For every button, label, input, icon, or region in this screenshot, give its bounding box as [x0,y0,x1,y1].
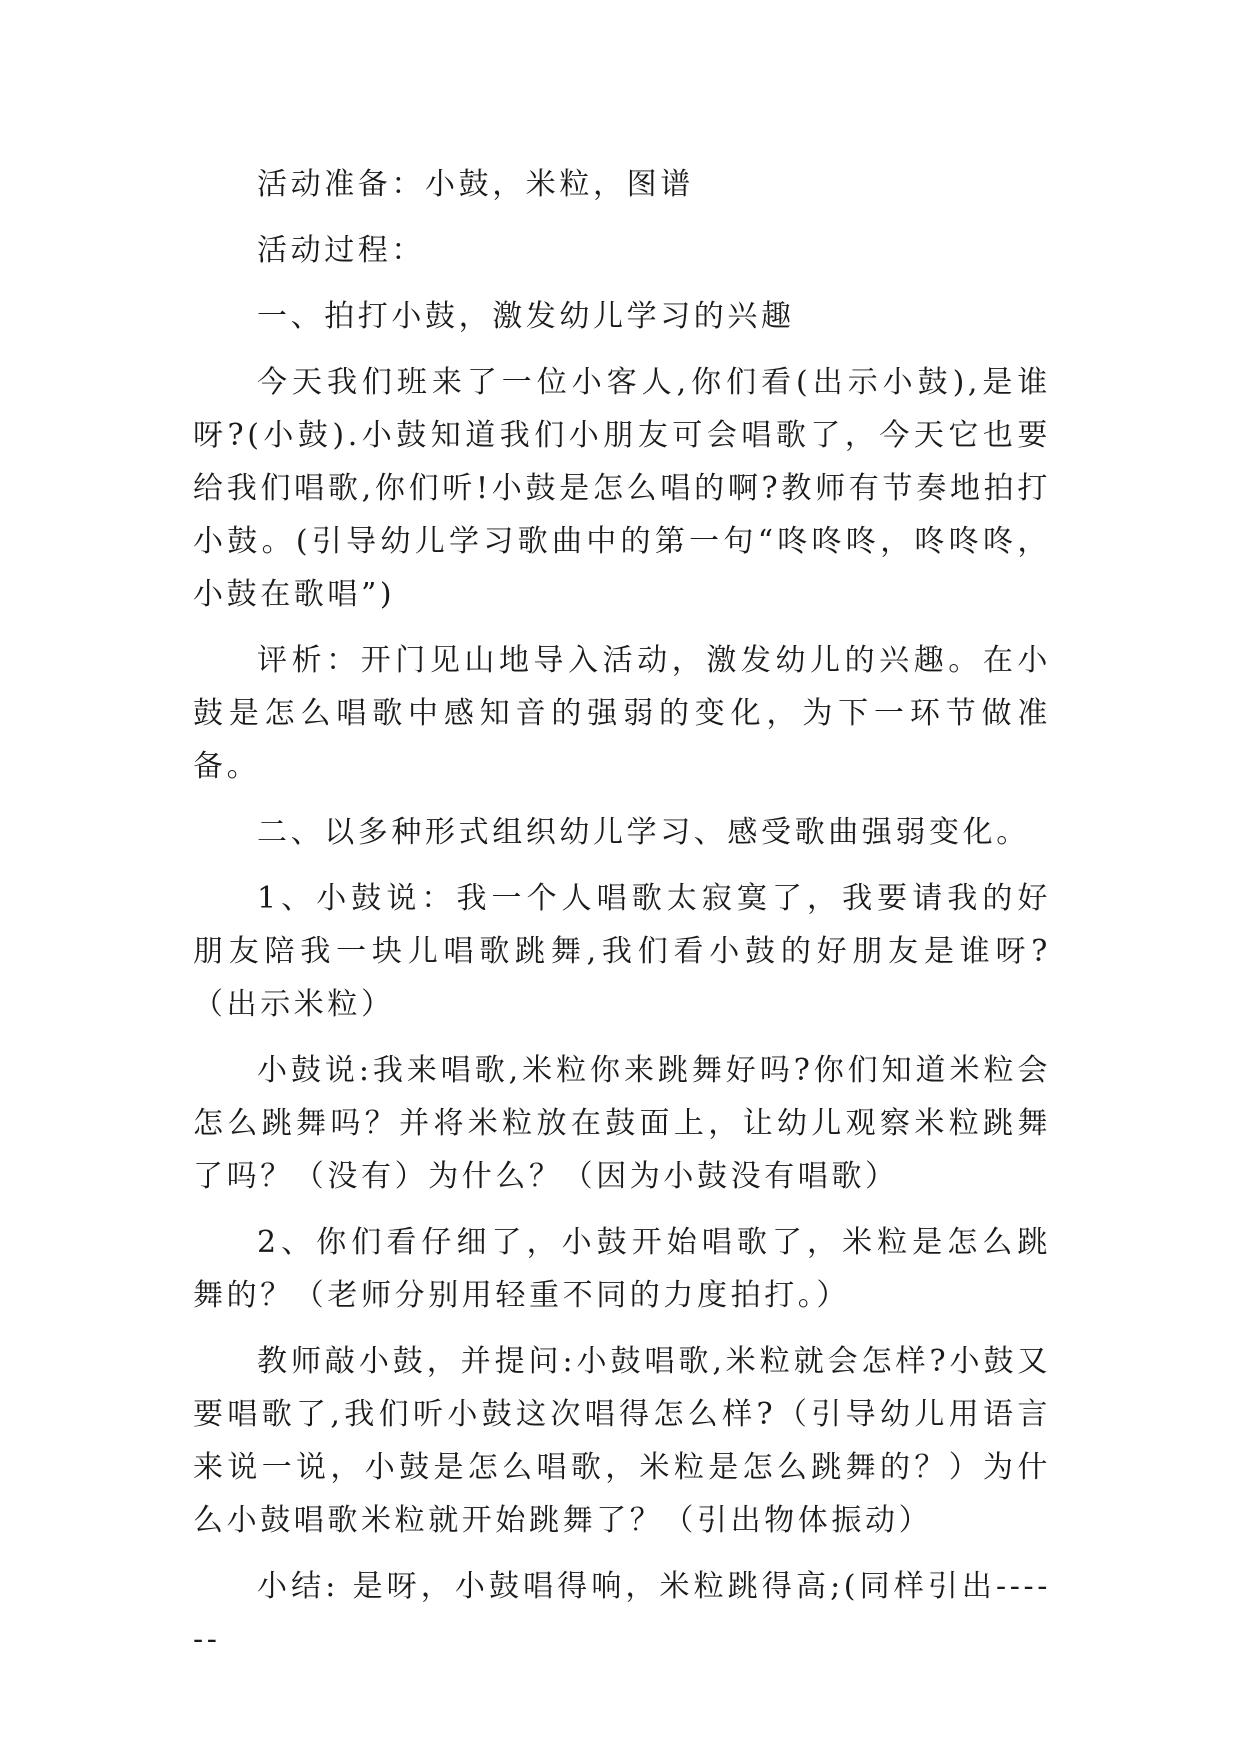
paragraph-activity-process: 活动过程： [257,233,425,268]
paragraph-gap [193,1547,1051,1560]
paragraph-gap [193,277,1051,290]
paragraph-intro-drum: 今天我们班来了一位小客人,你们看(出示小鼓),是谁呀?(小鼓).小鼓知道我们小朋友可会唱歌了，今天它也要给我们唱歌,你们听!小鼓是怎么唱的啊?教师有节奏地拍打小鼓。(引导幼儿学习歌曲中的第一句“咚咚咚，咚咚咚，小鼓在歌唱”) [193,365,1051,612]
paragraph-gap [193,1322,1051,1335]
paragraph-teacher-drum: 教师敲小鼓，并提问:小鼓唱歌,米粒就会怎样?小鼓又要唱歌了,我们听小鼓这次唱得怎么样?（引导幼儿用语言来说一说，小鼓是怎么唱歌，米粒是怎么跳舞的？）为什么小鼓唱歌米粒就开始跳舞了？（引出物体振动） [193,1344,1051,1538]
paragraph-summary: 小结: 是呀，小鼓唱得响，米粒跳得高;(同样引出------ [193,1569,1051,1657]
paragraph-analysis: 评析：开门见山地导入活动，激发幼儿的兴趣。在小鼓是怎么唱歌中感知音的强弱的变化，为下一环节做准备。 [193,643,1051,784]
paragraph-gap [193,621,1051,634]
paragraph-step-one: 1、小鼓说：我一个人唱歌太寂寞了，我要请我的好朋友陪我一块儿唱歌跳舞,我们看小鼓的好朋友是谁呀?（出示米粒） [193,881,1051,1022]
paragraph-gap [193,859,1051,872]
heading-section-one: 一、拍打小鼓，激发幼儿学习的兴趣 [257,299,795,334]
paragraph-drum-says: 小鼓说:我来唱歌,米粒你来跳舞好吗?你们知道米粒会怎么跳舞吗？并将米粒放在鼓面上，让幼儿观察米粒跳舞了吗？（没有）为什么？（因为小鼓没有唱歌） [193,1053,1051,1194]
document-body [193,158,1051,1666]
heading-section-two: 二、以多种形式组织幼儿学习、感受歌曲强弱变化。 [257,815,1030,850]
paragraph-gap [193,211,1051,224]
paragraph-gap [193,1203,1051,1216]
paragraph-gap [193,343,1051,356]
paragraph-activity-preparation: 活动准备：小鼓，米粒，图谱 [257,167,694,202]
paragraph-step-two: 2、你们看仔细了，小鼓开始唱歌了，米粒是怎么跳舞的？（老师分别用轻重不同的力度拍打。） [193,1225,1051,1313]
paragraph-gap [193,793,1051,806]
paragraph-gap [193,1031,1051,1044]
